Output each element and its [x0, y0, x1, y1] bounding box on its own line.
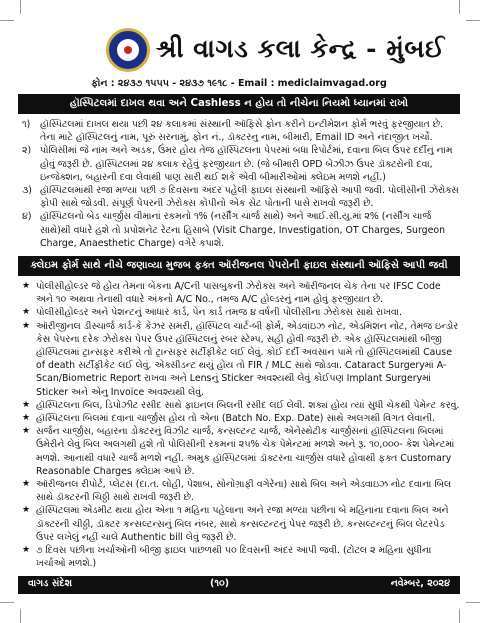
star-icon: ★ — [22, 426, 31, 437]
star-icon: ★ — [22, 281, 31, 292]
star-icon: ★ — [22, 320, 31, 331]
footer-publication: વાગડ સંદેશ — [28, 578, 73, 589]
rule-number: ૪) — [22, 211, 32, 223]
list-item — [18, 306, 460, 319]
point-text: હૉસ્પિટલમાં એડમીટ થયા હોય એના ૧ મહિના પહેલાના અને રજા મળ્યા પછીના બે મહિનાના દવાના બિલ અને ડૉક્ટરની ચીઠ્ઠી, ડૉક્ટર કન્સલ્ટન્સનું બિલ નંબર, સાથે કન્સલ્ટન્ટનું પેપર જરૂરી છે. કન્સલ્ટન્ટનું બિલ લેટરપેડ ઉપર લખેલું નહીં ચાલે Authentic bill લેવું જરૂરી છે. — [36, 505, 449, 543]
point-text: હૉસ્પિટલના બિલ, ડિપોઝીટ રસીદ સાથે ફાઇનલ બિલની રસીદ લઈ લેવી. શક્ય હોય ત્યાં સુધી ચેકથી પેમેન્ટ કરવું. — [36, 399, 460, 411]
page — [18, 26, 460, 596]
list-item — [18, 412, 460, 425]
point-text: ઑરીજીનલ ડીસ્ચાર્જ કાર્ડ-કે કેઝર સમરી, હૉસ્પિટલ ચાર્ટ-બી ફોર્મ, એડવાંઇઝ નોટ, એડમિશન નોટ, તેમજ ઇન્ડોર કેસ પેપરના દરેક ઝેરોક્સ પેપર ઉપર હૉસ્પિટલનું રબર સ્ટેમ્પ, સહી હોવી જરૂરી છે. એક હૉસ્પિટલમાંથી બીજી હૉસ્પિટલમાં ટ્રાન્સફર કરીએ તો ટ્રાન્સફર સર્ટીફીકેટ લઈ લેવું. કોઈ દર્દી અવસાન પામે તો હૉસ્પિટલમાંથી Cause of death સર્ટીફીકેટ લઈ લેવું. એક્સીડન્ટ થયું હોય તો FIR / MLC સાથે જોડવા. Cataract Surgeryમાં A-Scan/Biometric Report રાખવા અને Lensનું Sticker અવશ્યથી લેવું કોઈપણ Implant Surgeryમાં Sticker અને એનુ Invoice અવશ્યથી લેવું. — [36, 320, 459, 398]
point-text: હૉસ્પિટલના બિલમાં દવાના ચાર્જીસ હોય તો એના (Batch No. Exp. Date) સાથે અલગથી વિગત લેવાની. — [36, 413, 436, 425]
point-text: સર્જન ચાર્જીસ, બહારના ડોક્ટરનું વિઝીટ ચાર્જ, કન્સલ્ટન્ટ ચાર્જ, એનેસ્થેટીક ચાર્જીસનાં હૉસ્પિટલના બિલમાં ઉમેરીને લેવું બિલ અલગથી હશે તો પોલિસીની રકમનાં ૨૫% ચેક પેમેન્ટમાં મળશે અને રૂ. ૧૦,૦૦૦- કેશ પેમેન્ટમાં મળશે. આનાથી વધારે ચાર્જ મળશે નહીં. અમુક હૉસ્પિટલમાં ડૉક્ટરના ચાર્જીસ વધારે હોવાથી ફક્ત Customary Reasonable Charges ક્લેઇમ આપે છે. — [36, 426, 455, 477]
point-text: ઑરીજનલ રીપોર્ટ, પ્લેટસ (દા.ત. લોહી, પેશાબ, સોનોગ્રાફી વગેરેના) સાથે બિલ અને એડવાઇઝ નોટ દવાના બિલ સાથે ડૉક્ટરની ચિઠ્ઠી સાથે રાખવી જરૂરી છે. — [36, 479, 452, 504]
masthead — [18, 26, 460, 76]
star-icon: ★ — [22, 545, 31, 556]
list-item — [18, 184, 460, 210]
list-item — [18, 544, 460, 570]
contact-line: ફોન : ૨૪૩૭ ૧૫૫૫ - ૨૪૩૭ ૧૯૧૮ - Email : mediclaimvagad.org — [91, 78, 387, 89]
claim-documents-list — [18, 280, 460, 570]
point-text: ૭ દિવસ પછીના ખર્ચાઓની બીજી ફાઇલ પાછળથી ૫૦ દિવસની અંદર આપી જવી. (ટોટલ ૨ મહિના સુધીના ખર્ચાઓ મળશે.) — [36, 545, 432, 570]
section1-heading: હૉસ્પિટલમાં દાખલ થવા અને Cashless ન હોય તો નીચેના નિયમો ધ્યાનમાં રાખો — [18, 94, 460, 114]
rule-text: હૉસ્પિટલનો બેડ ચાર્જીસ વીમાનાં રકમનો ૧% (નર્સીંગ ચાર્જ સાથે) અને આઈ.સી.યુ.માં ૨% (નર્સીંગ ચાર્જ સાથે)થી વધારે હશે તો પ્રપોશનેટ રેટના હિસાબે (Visit Charge, Investigation, OT Charges, Surgeon Charge, Anaesthetic Charge) વગેરે કપાશે. — [40, 211, 446, 249]
rule-number: ૩) — [22, 185, 32, 197]
list-item — [18, 504, 460, 544]
rule-number: ૧) — [22, 119, 31, 130]
logo-dot — [124, 46, 132, 54]
star-icon: ★ — [22, 479, 31, 490]
rule-text: હૉસ્પિટલમાં દાખલ થયા પછી ૨૪ કલાકમાં સંસ્થાની ઑફિસે ફોન કરીને ઇન્ટીમેશન ફોર્મ ભરવું ફરજીયાત છે. તેના માટે હૉસ્પિટલનું નામ, પૂરું સરનામું, ફોન નં., ડૉક્ટરનુ નામ, બીમારી, Email ID અને નંદાજીત ખર્ચો. — [40, 119, 443, 144]
list-item — [18, 425, 460, 478]
list-item — [18, 210, 460, 250]
star-icon: ★ — [22, 307, 31, 318]
star-icon: ★ — [22, 399, 31, 410]
crop-mark-bl-v — [20, 609, 21, 623]
point-text: પોલીસીહોલ્ડર જે હોય તેમના બેંકના A/Cની પાસબુકની ઝેરોક્સ અને ઑરીજનલ ચેક તેના પર IFSC Code અને ૧૦ અથવા તેનાથી વધારે અંકનો A/C No., તમજ A/C હોલ્ડરનું નામ હોવું ફરજીયાત છે. — [36, 281, 441, 306]
list-item — [18, 320, 460, 399]
rule-text: હૉસ્પિટલમાંથી રજા મળ્યા પછી ૭ દિવસના અંદર પહેલી ફાઇલ સંસ્થાની ઑફિસે આપી જવી. પોલીસીની ઝેરોક્સ ફોપી સાથે જોડવી. સંપૂર્ણ પેપરની ઝેરોક્સ કોપીનો એક સેટ પોતાની પાસે રાખવો જરૂરી છે. — [40, 185, 459, 210]
list-item — [18, 144, 460, 184]
footer-date: નવેમ્બર, ૨૦૨૪ — [390, 578, 450, 589]
section2-heading: ક્લેઇમ ફોર્મ સાથે નીચે જણાવ્યા મુજબ ફક્ત ઑરીજનલ પેપરોની ફાઇલ સંસ્થાની ઑફિસે આપી જવી — [18, 256, 460, 276]
crop-mark-br-h — [466, 602, 480, 603]
rule-text: પોલિસીમાં જે નામ અને અડક, ઉંમર હોય તેજ હૉસ્પિટલના પેપરમાં બધા રિપોર્ટમાં, દવાના બિલ ઉપર દર્દીનું નામ હોવું જરૂરી છે. હૉસ્પિટલમાં ૨૪ કલાક રહેવું ફરજીયાત છે. (જે બીમારી OPD બેઝીઝ ઉપર ડૉક્ટરોની દવા, ઇન્જેક્શન, બહારની દવા લેવાથી પાણ સારી થઈ શકે એવી બીમારીઓમાં ક્લેઇમ મળશે નહીં.) — [40, 145, 453, 183]
list-item — [18, 399, 460, 412]
crop-mark-tr-v — [459, 0, 460, 14]
footer-page-number: (૧૦) — [210, 578, 230, 589]
organization-logo — [106, 28, 150, 72]
page-title: શ્રી વાગડ કલા કેન્દ્ર - મુંબઈ — [156, 34, 445, 63]
rule-number: ૨) — [22, 145, 32, 157]
crop-mark-tr-h — [466, 20, 480, 21]
star-icon: ★ — [22, 413, 31, 424]
crop-mark-bl-h — [0, 602, 14, 603]
star-icon: ★ — [22, 505, 31, 516]
crop-mark-tl-h — [0, 20, 14, 21]
page-footer — [18, 576, 460, 594]
crop-mark-tl-v — [20, 0, 21, 14]
list-item — [18, 118, 460, 144]
crop-mark-br-v — [459, 609, 460, 623]
list-item — [18, 280, 460, 306]
rules-list — [18, 118, 460, 250]
point-text: પોલીસીહોલ્ડર અને પેશન્ટનું આધાર કાર્ડ, પેન કાર્ડ તમજ ૪ વર્ષની પોલીસીના ઝેરોક્સ સાથે રાખવા. — [36, 307, 402, 319]
list-item — [18, 478, 460, 504]
